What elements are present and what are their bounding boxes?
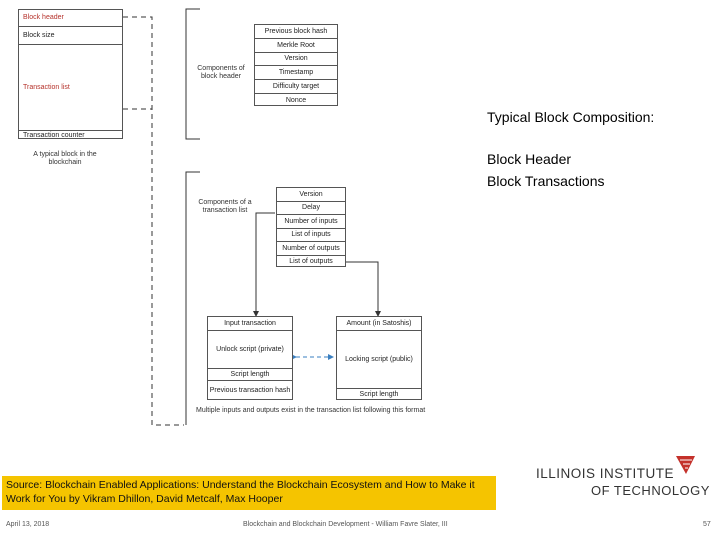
- nonce-field: Nonce: [255, 93, 337, 107]
- amount-field: Amount (in Satoshis): [346, 319, 412, 327]
- transaction-counter-row: Transaction counter: [19, 130, 122, 140]
- number-of-inputs-field: Number of inputs: [277, 214, 345, 228]
- tx-delay-field: Delay: [277, 201, 345, 214]
- input-transaction-box: [207, 316, 293, 400]
- footer-date: April 13, 2018: [6, 521, 50, 528]
- unlock-script-field: Unlock script (private): [208, 330, 292, 368]
- merkle-root-field: Merkle Root: [255, 38, 337, 52]
- list-of-inputs-field: List of inputs: [277, 228, 345, 241]
- block-header-row: Block header: [23, 14, 64, 22]
- tx-components-caption: Components of a transaction list: [198, 199, 252, 215]
- composition-item-transactions: Block Transactions: [487, 173, 605, 189]
- footer-center-text: Blockchain and Blockchain Development - William Favre Slater, III: [243, 521, 448, 528]
- list-of-outputs-field: List of outputs: [277, 255, 345, 268]
- diagram-note: Multiple inputs and outputs exist in the transaction list following this format: [196, 407, 426, 414]
- composition-item-header: Block Header: [487, 151, 572, 167]
- block-caption: A typical block in the blockchain: [33, 151, 97, 167]
- transaction-list-row: Transaction list: [19, 44, 122, 130]
- input-script-length-field: Script length: [208, 368, 292, 380]
- difficulty-target-field: Difficulty target: [255, 79, 337, 93]
- outputs-arrow: [346, 262, 378, 316]
- header-fields-box: [254, 24, 338, 106]
- version-field: Version: [255, 52, 337, 65]
- output-script-length-field: Script length: [337, 388, 421, 401]
- timestamp-field: Timestamp: [255, 65, 337, 79]
- tx-version-field: Version: [299, 190, 323, 198]
- iit-logo-line1: ILLINOIS INSTITUTE: [536, 466, 675, 481]
- output-box: [336, 316, 422, 400]
- number-of-outputs-field: Number of outputs: [277, 241, 345, 255]
- block-structure-box: [18, 9, 123, 139]
- input-transaction-field: Input transaction: [224, 319, 276, 327]
- tx-fields-box: [276, 187, 346, 267]
- previous-block-hash-field: Previous block hash: [264, 27, 328, 35]
- inputs-arrow: [256, 213, 275, 316]
- iit-logo-line2: OF TECHNOLOGY: [591, 483, 710, 498]
- header-components-caption: Components of block header: [197, 65, 245, 81]
- composition-title: Typical Block Composition:: [487, 109, 655, 125]
- footer-page-number: 57: [703, 521, 711, 528]
- source-citation: Source: Blockchain Enabled Applications: Understand the Blockchain Ecosystem and How to Make it Work for You by Vikram Dhillon, David Metcalf, Max Hooper: [2, 476, 496, 510]
- block-header-dashed-line: [123, 17, 184, 425]
- iit-logo-mark: [676, 456, 695, 474]
- block-size-row: Block size: [19, 26, 122, 44]
- locking-script-field: Locking script (public): [337, 330, 421, 388]
- previous-tx-hash-field: Previous transaction hash: [208, 380, 292, 401]
